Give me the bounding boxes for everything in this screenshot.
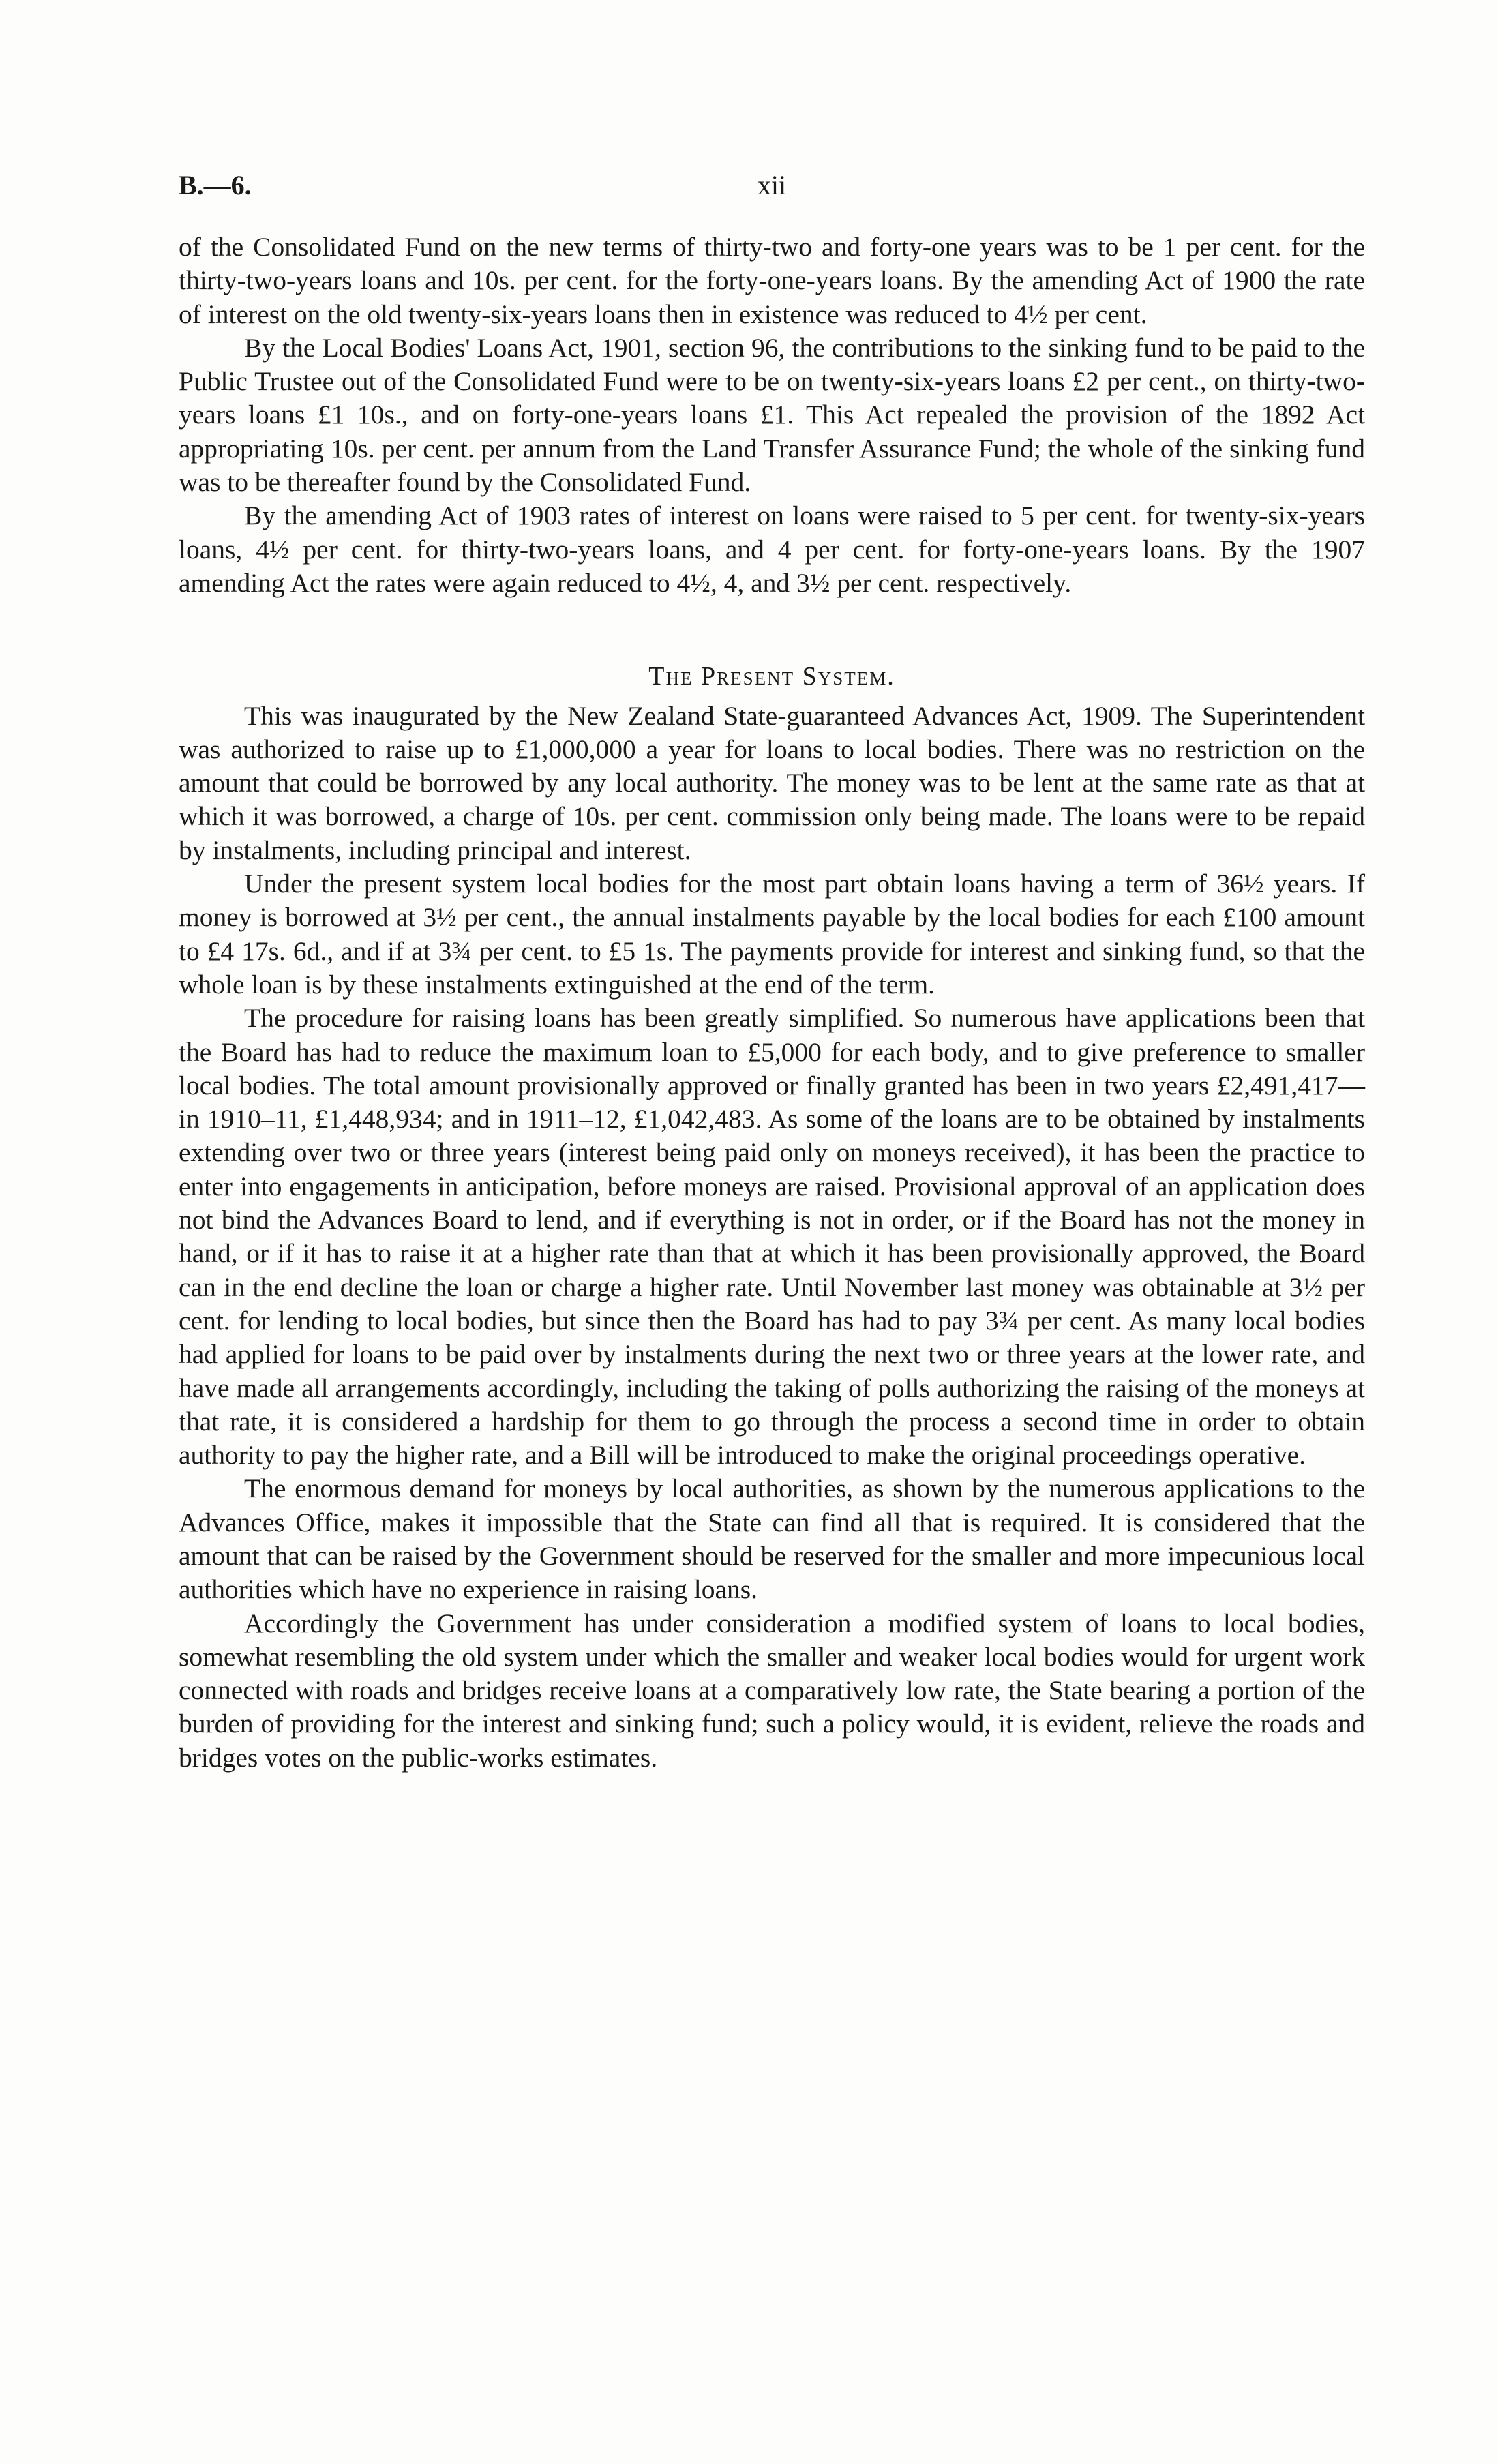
paragraph: This was inaugurated by the New Zealand State-guaranteed Advances Act, 1909. The Superintendent was authorized to raise up to £1,000,000 a year for loans to local bodies. There was no restriction on the amount that could be borrowed by any local authority. The money was to be lent at the same rate as that at which it was borrowed, a charge of 10s. per cent. commission only being made. The loans were to be repaid by instalments, including principal and interest.	[179, 700, 1365, 865]
paragraph: By the Local Bodies' Loans Act, 1901, section 96, the contributions to the sinking fund to be paid to the Public Trustee out of the Consolidated Fund were to be on twenty-six-years loans £2 per cent., on thirty-two-years loans £1 10s., and on forty-one-years loans £1. This Act repealed the provision of the 1892 Act appropriating 10s. per cent. per annum from the Land Transfer Assurance Fund; the whole of the sinking fund was to be thereafter found by the Consolidated Fund.	[179, 332, 1365, 498]
page-header	[179, 169, 1365, 203]
paragraph: By the amending Act of 1903 rates of interest on loans were raised to 5 per cent. for twenty-six-years loans, 4½ per cent. for thirty-two-years loans, and 4 per cent. for forty-one-years loans. By the 1907 amending Act the rates were again reduced to 4½, 4, and 3½ per cent. respectively.	[179, 500, 1365, 598]
paragraph: Under the present system local bodies for the most part obtain loans having a term of 36½ years. If money is borrowed at 3½ per cent., the annual instalments payable by the local bodies for each £100 amount to £4 17s. 6d., and if at 3¾ per cent. to £5 1s. The payments provide for interest and sinking fund, so that the whole loan is by these instalments extinguished at the end of the term.	[179, 869, 1365, 1000]
document-reference: B.—6.	[179, 170, 252, 200]
page-number: xii	[757, 170, 787, 200]
paragraph: The procedure for raising loans has been greatly simplified. So numerous have applications been that the Board has had to reduce the maximum loan to £5,000 for each body, and to give preference to smaller local bodies. The total amount provisionally approved or finally granted has been in two years £2,491,417—in 1910–11, £1,448,934; and in 1911–12, £1,042,483. As some of the loans are to be obtained by instalments extending over two or three years (interest being paid only on moneys received), it has been the practice to enter into engagements in anticipation, before moneys are raised. Provisional approval of an application does not bind the Advances Board to lend, and if everything is not in order, or if the Board has not the money in hand, or if it has to raise it at a higher rate than that at which it has been provisionally approved, the Board can in the end decline the loan or charge a higher rate. Until November last money was obtainable at 3½ per cent. for lending to local bodies, but since then the Board has had to pay 3¾ per cent. As many local bodies had applied for loans to be paid over by instalments during the next two or three years at the lower rate, and have made all arrangements accordingly, including the taking of polls authorizing the raising of the moneys at that rate, it is considered a hardship for them to go through the process a second time in order to obtain authority to pay the higher rate, and a Bill will be introduced to make the original proceedings operative.	[179, 1003, 1365, 1471]
paragraph: of the Consolidated Fund on the new terms of thirty-two and forty-one years was to be 1 per cent. for the thirty-two-years loans and 10s. per cent. for the forty-one-years loans. By the amending Act of 1900 the rate of interest on the old twenty-six-years loans then in existence was reduced to 4½ per cent.	[179, 232, 1365, 329]
paragraph: The enormous demand for moneys by local authorities, as shown by the numerous applications to the Advances Office, makes it impossible that the State can find all that is required. It is considered that the amount that can be raised by the Government should be reserved for the smaller and more impecunious local authorities which have no experience in raising loans.	[179, 1473, 1365, 1605]
section-heading: The Present System.	[648, 662, 895, 691]
document-body	[179, 230, 1365, 1775]
paragraph: Accordingly the Government has under consideration a modified system of loans to local bodies, somewhat resembling the old system under which the smaller and weaker local bodies would for urgent work connected with roads and bridges receive loans at a comparatively low rate, the State bearing a portion of the burden of providing for the interest and sinking fund; such a policy would, it is evident, relieve the roads and bridges votes on the public-works estimates.	[179, 1608, 1365, 1773]
